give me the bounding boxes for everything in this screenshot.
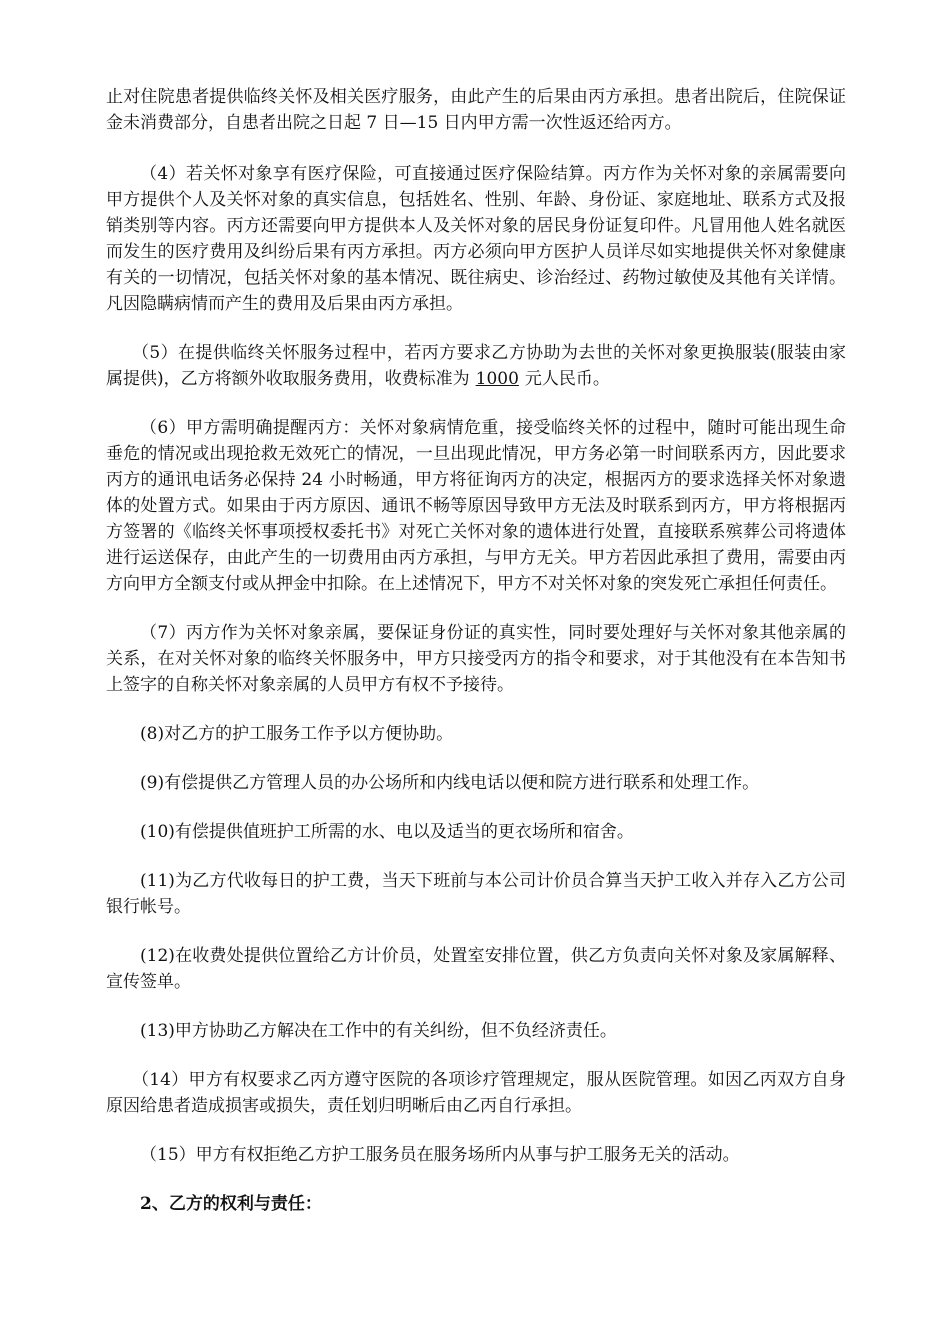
paragraph-8: (8)对乙方的护工服务工作予以方便协助。 xyxy=(140,724,454,744)
paragraph-6: （6）甲方需明确提醒丙方：关怀对象病情危重，接受临终关怀的过程中，随时可能出现生命垂危的情况或出现抢救无效死亡的情况，一旦出现此情况，甲方务必第一时间联系丙方，因此要求丙方的通讯电话务必保持 24 小时畅通，甲方将征询丙方的决定，根据丙方的要求选择关怀对象遗体的处置方式。如果由于丙方原因、通讯不畅等原因导致甲方无法及时联系到丙方，甲方将根据丙方签署的《临终关怀事项授权委托书》对死亡关怀对象的遗体进行处置，直接联系殡葬公司将遗体进行运送保存，由此产生的一切费用由丙方承担，与甲方无关。甲方若因此承担了费用，需要由丙方向甲方全额支付或从押金中扣除。在上述情况下，甲方不对关怀对象的突发死亡承担任何责任。 xyxy=(106,418,846,594)
paragraph-5 xyxy=(106,340,846,392)
fee-amount: 1000 xyxy=(475,369,519,389)
paragraph-13: (13)甲方协助乙方解决在工作中的有关纠纷，但不负经济责任。 xyxy=(140,1021,617,1041)
paragraph-7: （7）丙方作为关怀对象亲属，要保证身份证的真实性，同时要处理好与关怀对象其他亲属的关系，在对关怀对象的临终关怀服务中，甲方只接受丙方的指令和要求，对于其他没有在本告知书上签字的自称关怀对象亲属的人员甲方有权不予接待。 xyxy=(106,623,846,695)
paragraph-15: （15）甲方有权拒绝乙方护工服务员在服务场所内从事与护工服务无关的活动。 xyxy=(140,1145,740,1165)
paragraph-continuation: 止对住院患者提供临终关怀及相关医疗服务，由此产生的后果由丙方承担。患者出院后，住院保证金未消费部分，自患者出院之日起 7 日—15 日内甲方需一次性返还给丙方。 xyxy=(106,87,846,133)
document-page xyxy=(106,84,846,1240)
paragraph-12: (12)在收费处提供位置给乙方计价员，处置室安排位置，供乙方负责向关怀对象及家属解释、宣传签单。 xyxy=(106,946,846,992)
paragraph-5-unit: 元人民币。 xyxy=(524,369,610,389)
paragraph-11: (11)为乙方代收每日的护工费，当天下班前与本公司计价员合算当天护工收入并存入乙方公司银行帐号。 xyxy=(106,871,846,917)
section-heading: 2、乙方的权利与责任： xyxy=(140,1194,322,1214)
paragraph-9: (9)有偿提供乙方管理人员的办公场所和内线电话以便和院方进行联系和处理工作。 xyxy=(140,773,760,793)
paragraph-5-text: （5）在提供临终关怀服务过程中，若丙方要求乙方协助为去世的关怀对象更换服装(服装由家属提供)，乙方将额外收取服务费用，收费标准为 xyxy=(106,343,846,389)
paragraph-4: （4）若关怀对象享有医疗保险，可直接通过医疗保险结算。丙方作为关怀对象的亲属需要向甲方提供个人及关怀对象的真实信息，包括姓名、性别、年龄、身份证、家庭地址、联系方式及报销类别等内容。丙方还需要向甲方提供本人及关怀对象的居民身份证复印件。凡冒用他人姓名就医而发生的医疗费用及纠纷后果有丙方承担。丙方必须向甲方医护人员详尽如实地提供关怀对象健康有关的一切情况，包括关怀对象的基本情况、既往病史、诊治经过、药物过敏使及其他有关详情。凡因隐瞒病情而产生的费用及后果由丙方承担。 xyxy=(106,164,846,314)
paragraph-10: (10)有偿提供值班护工所需的水、电以及适当的更衣场所和宿舍。 xyxy=(140,822,634,842)
paragraph-14: （14）甲方有权要求乙丙方遵守医院的各项诊疗管理规定，服从医院管理。如因乙丙双方自身原因给患者造成损害或损失，责任划归明晰后由乙丙自行承担。 xyxy=(106,1070,846,1116)
